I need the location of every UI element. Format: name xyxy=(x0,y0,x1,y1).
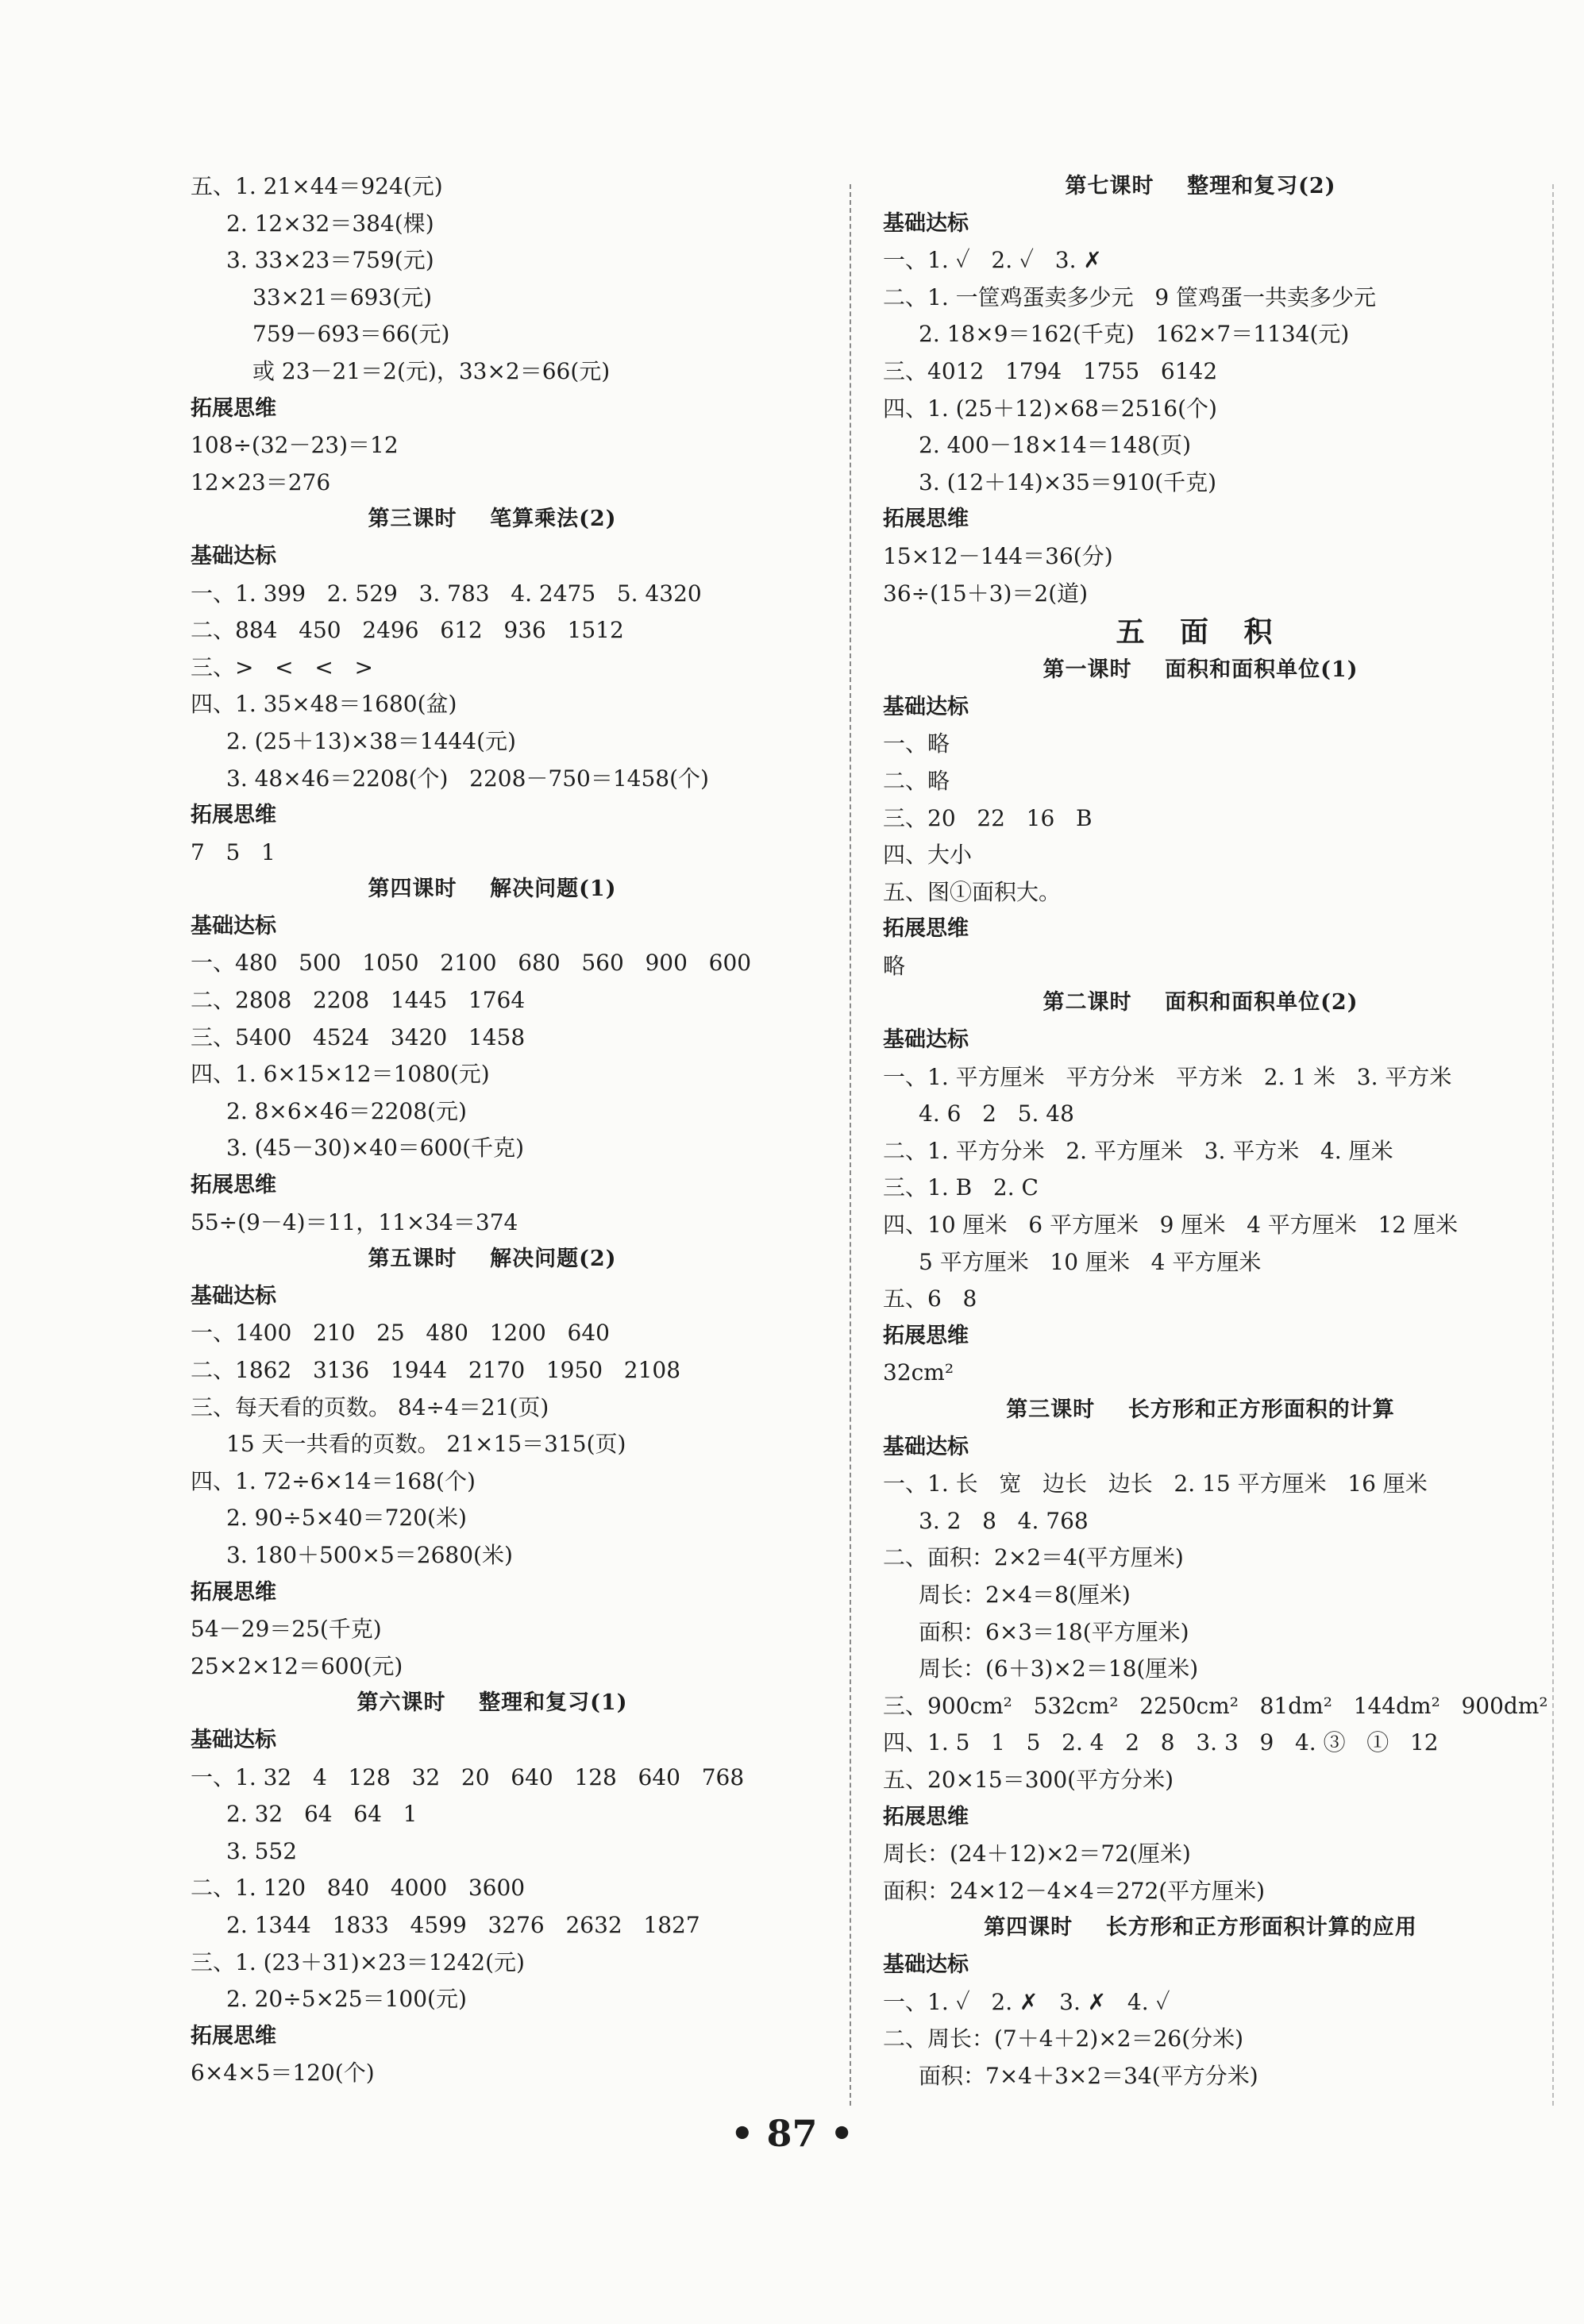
answer-line: 三、1. (23＋31)×23＝1242(元) xyxy=(191,1948,525,1975)
answer-line: 12×23＝276 xyxy=(191,468,331,495)
right-column xyxy=(883,168,1548,2095)
answer-line: 四、1. 35×48＝1680(盆) xyxy=(191,691,457,718)
lesson-heading: 第二课时 面积和面积单位(2) xyxy=(1043,990,1359,1016)
section-label: 拓展思维 xyxy=(191,1579,276,1605)
answer-line: 一、1. 32 4 128 32 20 640 128 640 768 xyxy=(191,1763,745,1790)
answer-line: 三、20 22 16 B xyxy=(883,804,1093,831)
section-label: 基础达标 xyxy=(191,1283,276,1308)
answer-line: 2. 12×32＝384(棵) xyxy=(226,210,434,237)
answer-line: 一、1400 210 25 480 1200 640 xyxy=(191,1320,610,1347)
answer-line: 3. 552 xyxy=(226,1837,298,1864)
answer-line: 55÷(9－4)＝11，11×34＝374 xyxy=(191,1208,518,1235)
answer-line: 7 5 1 xyxy=(191,838,276,865)
answer-line: 二、1. 120 840 4000 3600 xyxy=(191,1875,526,1902)
section-label: 拓展思维 xyxy=(883,507,969,532)
answer-line: 四、10 厘米 6 平方厘米 9 厘米 4 平方厘米 12 厘米 xyxy=(883,1212,1459,1239)
answer-line: 5 平方厘米 10 厘米 4 平方厘米 xyxy=(919,1248,1262,1275)
answer-line: 五、20×15＝300(平方分米) xyxy=(883,1766,1174,1793)
answer-line: 3. 48×46＝2208(个) 2208－750＝1458(个) xyxy=(226,765,709,792)
answer-line: 一、1. 长 宽 边长 边长 2. 15 平方厘米 16 厘米 xyxy=(883,1470,1428,1497)
answer-line: 三、4012 1794 1755 6142 xyxy=(883,357,1218,384)
lesson-heading: 第三课时 笔算乘法(2) xyxy=(368,507,617,532)
section-label: 基础达标 xyxy=(191,1727,276,1752)
answer-line: 二、884 450 2496 612 936 1512 xyxy=(191,617,624,644)
answer-line: 759－693＝66(元) xyxy=(252,321,450,348)
answer-line: 四、1. 6×15×12＝1080(元) xyxy=(191,1061,490,1088)
answer-line: 三、5400 4524 3420 1458 xyxy=(191,1023,526,1050)
lesson-heading: 第一课时 面积和面积单位(1) xyxy=(1043,657,1359,683)
column-divider xyxy=(850,184,851,2106)
section-label: 基础达标 xyxy=(191,543,276,568)
answer-line: 一、1. 399 2. 529 3. 783 4. 2475 5. 4320 xyxy=(191,580,702,607)
page-edge-line xyxy=(1552,184,1554,2106)
answer-line: 二、1. 一筐鸡蛋卖多少元 9 筐鸡蛋一共卖多少元 xyxy=(883,283,1377,310)
answer-line: 6×4×5＝120(个) xyxy=(191,2060,375,2087)
answer-line: 33×21＝693(元) xyxy=(252,283,433,310)
answer-line: 二、2808 2208 1445 1764 xyxy=(191,987,526,1014)
answer-line: 3. (45－30)×40＝600(千克) xyxy=(226,1135,525,1162)
answer-line: 25×2×12＝600(元) xyxy=(191,1652,403,1679)
section-label: 拓展思维 xyxy=(191,1173,276,1198)
answer-line: 3. 180＋500×5＝2680(米) xyxy=(226,1541,513,1568)
answer-line: 一、1. ✓ 2. ✗ 3. ✗ 4. ✓ xyxy=(883,1988,1170,2015)
answer-line: 四、大小 xyxy=(883,842,973,869)
section-label: 基础达标 xyxy=(883,1434,969,1459)
section-label: 基础达标 xyxy=(883,1027,969,1053)
section-label: 基础达标 xyxy=(883,694,969,719)
answer-line: 3. (12＋14)×35＝910(千克) xyxy=(919,468,1217,495)
answer-line: 五、6 8 xyxy=(883,1285,977,1312)
answer-line: 二、1. 平方分米 2. 平方厘米 3. 平方米 4. 厘米 xyxy=(883,1137,1393,1164)
section-label: 基础达标 xyxy=(883,210,969,236)
answer-line: 三、900cm² 532cm² 2250cm² 81dm² 144dm² 900dm² xyxy=(883,1692,1548,1719)
answer-line: 四、1. (25＋12)×68＝2516(个) xyxy=(883,395,1217,422)
unit-title: 五 面 积 xyxy=(1116,615,1285,649)
section-label: 拓展思维 xyxy=(191,395,276,421)
answer-line: 面积：7×4＋3×2＝34(平方分米) xyxy=(919,2062,1258,2089)
section-label: 拓展思维 xyxy=(191,803,276,828)
answer-line: 15 天一共看的页数。 21×15＝315(页) xyxy=(226,1431,626,1458)
answer-line: 四、1. 72÷6×14＝168(个) xyxy=(191,1467,476,1494)
lesson-heading: 第七课时 整理和复习(2) xyxy=(1065,174,1336,198)
answer-line: 四、1. 5 1 5 2. 4 2 8 3. 3 9 4. ③ ① 12 xyxy=(883,1729,1439,1756)
answer-line: 五、图①面积大。 xyxy=(883,878,1062,905)
section-label: 拓展思维 xyxy=(191,2023,276,2048)
lesson-heading: 第四课时 解决问题(1) xyxy=(368,877,617,902)
answer-line: 一、略 xyxy=(883,730,950,757)
section-label: 拓展思维 xyxy=(883,1323,969,1348)
answer-line: 3. 33×23＝759(元) xyxy=(226,247,434,274)
answer-line: 二、略 xyxy=(883,767,950,794)
lesson-heading: 第三课时 长方形和正方形面积的计算 xyxy=(1006,1397,1395,1422)
answer-line: 一、1. ✓ 2. ✓ 3. ✗ xyxy=(883,247,1102,274)
answer-line: 2. 400－18×14＝148(页) xyxy=(919,432,1192,459)
answer-line: 108÷(32－23)＝12 xyxy=(191,432,399,459)
section-label: 基础达标 xyxy=(883,1952,969,1977)
answer-line: 32cm² xyxy=(883,1359,954,1386)
answer-line: 2. 32 64 64 1 xyxy=(226,1801,418,1828)
answer-line: 3. 2 8 4. 768 xyxy=(919,1507,1089,1534)
answer-line: 4. 6 2 5. 48 xyxy=(919,1100,1074,1127)
answer-line: 周长：2×4＝8(厘米) xyxy=(919,1581,1131,1608)
answer-line: 15×12－144＝36(分) xyxy=(883,542,1113,569)
answer-line: 面积：6×3＝18(平方厘米) xyxy=(919,1618,1189,1645)
answer-line: 一、1. 平方厘米 平方分米 平方米 2. 1 米 3. 平方米 xyxy=(883,1063,1452,1090)
answer-line: 2. 18×9＝162(千克) 162×7＝1134(元) xyxy=(919,321,1350,348)
answer-line: 周长：(6＋3)×2＝18(厘米) xyxy=(919,1655,1199,1682)
answer-line: 二、周长：(7＋4＋2)×2＝26(分米) xyxy=(883,2025,1244,2052)
answer-line: 五、1. 21×44＝924(元) xyxy=(191,173,443,199)
answer-line: 二、面积：2×2＝4(平方厘米) xyxy=(883,1544,1184,1571)
answer-line: 2. (25＋13)×38＝1444(元) xyxy=(226,727,516,754)
answer-line: 2. 20÷5×25＝100(元) xyxy=(226,1986,467,2013)
answer-line: 54－29＝25(千克) xyxy=(191,1616,382,1643)
left-column xyxy=(191,168,794,2092)
answer-line: 或 23－21＝2(元)，33×2＝66(元) xyxy=(252,357,611,384)
section-label: 拓展思维 xyxy=(883,1804,969,1829)
section-label: 拓展思维 xyxy=(883,916,969,942)
page-number: • 87 • xyxy=(730,2112,854,2155)
answer-line: 周长：(24＋12)×2＝72(厘米) xyxy=(883,1840,1191,1867)
answer-line: 略 xyxy=(883,952,906,979)
answer-line: 面积：24×12－4×4＝272(平方厘米) xyxy=(883,1877,1266,1904)
answer-line: 2. 8×6×46＝2208(元) xyxy=(226,1097,467,1124)
answer-line: 三、每天看的页数。 84÷4＝21(页) xyxy=(191,1393,549,1420)
lesson-heading: 第六课时 整理和复习(1) xyxy=(356,1690,628,1716)
answer-line: 三、> < < > xyxy=(191,653,373,680)
answer-line: 2. 1344 1833 4599 3276 2632 1827 xyxy=(226,1911,700,1938)
lesson-heading: 第五课时 解决问题(2) xyxy=(368,1247,617,1272)
section-label: 基础达标 xyxy=(191,913,276,938)
lesson-heading: 第四课时 长方形和正方形面积计算的应用 xyxy=(984,1915,1417,1941)
answer-line: 2. 90÷5×40＝720(米) xyxy=(226,1505,467,1532)
answer-line: 36÷(15＋3)＝2(道) xyxy=(883,580,1089,607)
answer-line: 二、1862 3136 1944 2170 1950 2108 xyxy=(191,1357,681,1383)
answer-line: 三、1. B 2. C xyxy=(883,1174,1039,1201)
answer-line: 一、480 500 1050 2100 680 560 900 600 xyxy=(191,950,752,977)
